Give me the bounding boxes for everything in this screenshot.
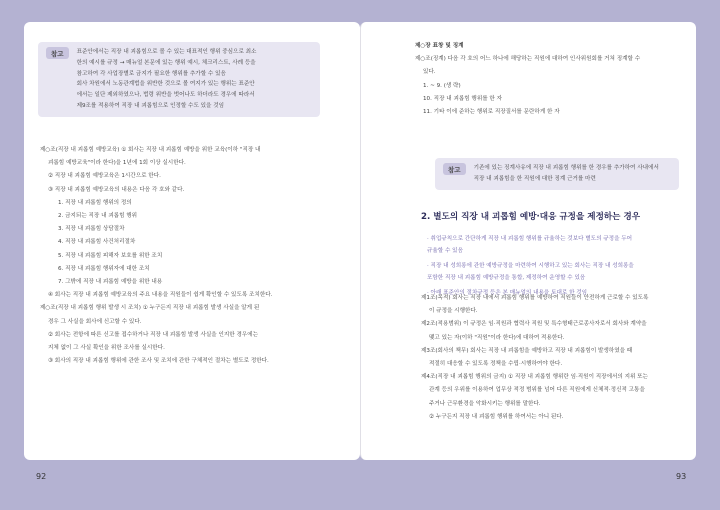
text-line: 제9조를 적용하여 직장 내 괴롭힘으로 인정할 수도 있을 것임 (76, 102, 225, 109)
text-line: 있다. (423, 69, 436, 76)
text-line: 주거나 근무환경을 악화시키는 행위를 말한다. (429, 400, 541, 407)
text-line: ② 누구든지 직장 내 괴롭힘 행위를 하여서는 아니 된다. (429, 413, 564, 420)
bullet-item: · 아래 표준안의 절차규정 등은 본 매뉴얼의 내용을 토대로 한 것임 (427, 290, 588, 296)
text-line: 제1조(목적) 회사는 직장 내에서 괴롭힘 행위를 예방하여 직원들이 안전하게 근로할 수 있도록 (421, 295, 649, 301)
page-number: 93 (676, 472, 687, 481)
reference-note (38, 42, 320, 117)
reference-note-text (474, 163, 659, 185)
right-page (360, 22, 696, 460)
regulation-text (421, 292, 691, 424)
section-title: 2. 별도의 직장 내 괴롭힘 예방·대응 규정을 제정하는 경우 (421, 212, 641, 222)
bullet-item: · 취업규칙으로 간단하게 직장 내 괴롭힘 행위를 규율하는 것보다 별도의 규정을 두어 (427, 236, 633, 242)
text-line: 6. 직장 내 괴롭힘 행위자에 대한 조치 (58, 265, 150, 272)
reference-note-text (77, 47, 257, 112)
text-line: ② 회사는 전항에 따른 신고를 접수하거나 직장 내 괴롭힘 발생 사실을 인지한 경우에는 (48, 331, 259, 338)
text-line: 제○조(직장 내 괴롭힘 행위 발생 시 조치) ① 누구든지 직장 내 괴롭힘 발생 사실을 알게 된 (40, 305, 260, 312)
reference-tag: 참고 (443, 163, 466, 175)
text-line: 에서는 일단 제외하였으나, 법령 위반을 벗어나도 하더라도 경우에 따라서 (76, 92, 255, 99)
text-line: 제○조(징계) 다음 각 호의 어느 하나에 해당하는 직원에 대하여 인사위원회를 거쳐 징계할 수 (415, 56, 641, 63)
text-line: 한의 예시를 규정 → 매뉴얼 본문에 있는 행위 예시, 체크리스트, 사례 등을 (76, 59, 256, 66)
text-line: 이 규정을 시행한다. (429, 308, 478, 315)
text-line: 지체 없이 그 사실 확인을 위한 조사를 실시한다. (48, 345, 165, 352)
regulation-text (40, 144, 340, 368)
page-number: 92 (36, 472, 47, 481)
text-line: 관계 등의 우위를 이용하여 업무상 적정 범위를 넘어 다른 직원에게 신체적·정신적 고통을 (429, 387, 645, 394)
bullet-item: 포함한 직장 내 괴롭힘 예방규정을 통합, 제정하여 운영할 수 있음 (427, 274, 586, 281)
text-line: ④ 회사는 직장 내 괴롭힘 예방교육의 주요 내용을 직원들이 쉽게 확인할 수 있도록 조치한다. (48, 292, 273, 299)
text-line: 제4조(직장 내 괴롭힘 행위의 금지) ① 직장 내 괴롭힘 행위란 임·직원이 직장에서의 지위 또는 (421, 374, 648, 381)
text-line: 3. 직장 내 괴롭힘 상담절차 (58, 226, 125, 233)
text-line: 제2조(적용범위) 이 규정은 임·직원과 협력사 직원 및 특수형태근로종사자로서 회사와 계약을 (421, 321, 647, 328)
text-line: 10. 직장 내 괴롭힘 행위를 한 자 (423, 95, 503, 102)
text-line: 5. 직장 내 괴롭힘 피해자 보호를 위한 조치 (58, 252, 163, 259)
reference-note (435, 158, 679, 190)
text-line: ③ 회사의 직장 내 괴롭힘 행위에 관한 조사 및 조치에 관한 구체적인 절차는 별도로 정한다. (48, 358, 269, 365)
reference-tag: 참고 (46, 47, 69, 59)
text-line: 1. ~ 9. (생 략) (423, 82, 461, 89)
text-line: 4. 직장 내 괴롭힘 사건처리절차 (58, 239, 136, 246)
text-line: 참고하여 각 사업장별로 금지가 필요한 행위를 추가할 수 있음 (76, 70, 226, 77)
text-line: 회사 차원에서 노동관계법을 위반한 것으로 볼 여지가 있는 행위는 표준안 (76, 81, 255, 88)
text-line: 제○조(직장 내 괴롭힘 예방교육) ① 회사는 직장 내 괴롭힘 예방을 위한 교육(이하 "직장 내 (40, 147, 261, 153)
disciplinary-section (415, 40, 695, 119)
text-line: 2. 금지되는 직장 내 괴롭힘 행위 (58, 213, 138, 220)
text-line: 11. 기타 이에 준하는 행위로 직장질서를 문란하게 한 자 (423, 109, 560, 116)
text-line: 제3조(회사의 책무) 회사는 직장 내 괴롭힘을 예방하고 직장 내 괴롭힘이 발생하였을 때 (421, 347, 633, 354)
text-line: 맺고 있는 자(이하 "직원"이라 한다)에 대하여 적용한다. (429, 334, 565, 341)
text-line: 제○장 표창 및 징계 (415, 43, 464, 49)
text-line: ③ 직장 내 괴롭힘 예방교육의 내용은 다음 각 호와 같다. (48, 186, 185, 193)
text-line: 기존에 있는 징계사유에 직장 내 괴롭힘 행위를 한 경우를 추가하여 사내에서 (473, 165, 659, 171)
bullet-item: 규율할 수 있음 (427, 247, 463, 254)
bullet-item: · 직장 내 성희롱에 관한 예방규정을 마련하여 시행하고 있는 회사는 직장 내 성희롱을 (427, 263, 634, 269)
text-line: ② 직장 내 괴롭힘 예방교육은 1시간으로 한다. (48, 173, 161, 180)
text-line: 경우 그 사실을 회사에 신고할 수 있다. (48, 318, 142, 325)
text-line: 7. 그밖에 직장 내 괴롭힘 예방을 위한 내용 (58, 279, 163, 286)
text-line: 직장 내 괴롭힘을 한 직원에 대한 징계 근거를 마련 (473, 175, 596, 182)
text-line: 적절히 대응할 수 있도록 정책을 수립·시행하여야 한다. (429, 361, 563, 368)
text-line: 표준안에서는 직장 내 괴롭힘으로 볼 수 있는 대표적인 행위 중심으로 최소 (76, 49, 257, 55)
text-line: 1. 직장 내 괴롭힘 행위의 정의 (58, 199, 132, 206)
text-line: 괴롭힘 예방교육"이라 한다)을 1년에 1회 이상 실시한다. (48, 160, 186, 167)
left-page (24, 22, 360, 460)
